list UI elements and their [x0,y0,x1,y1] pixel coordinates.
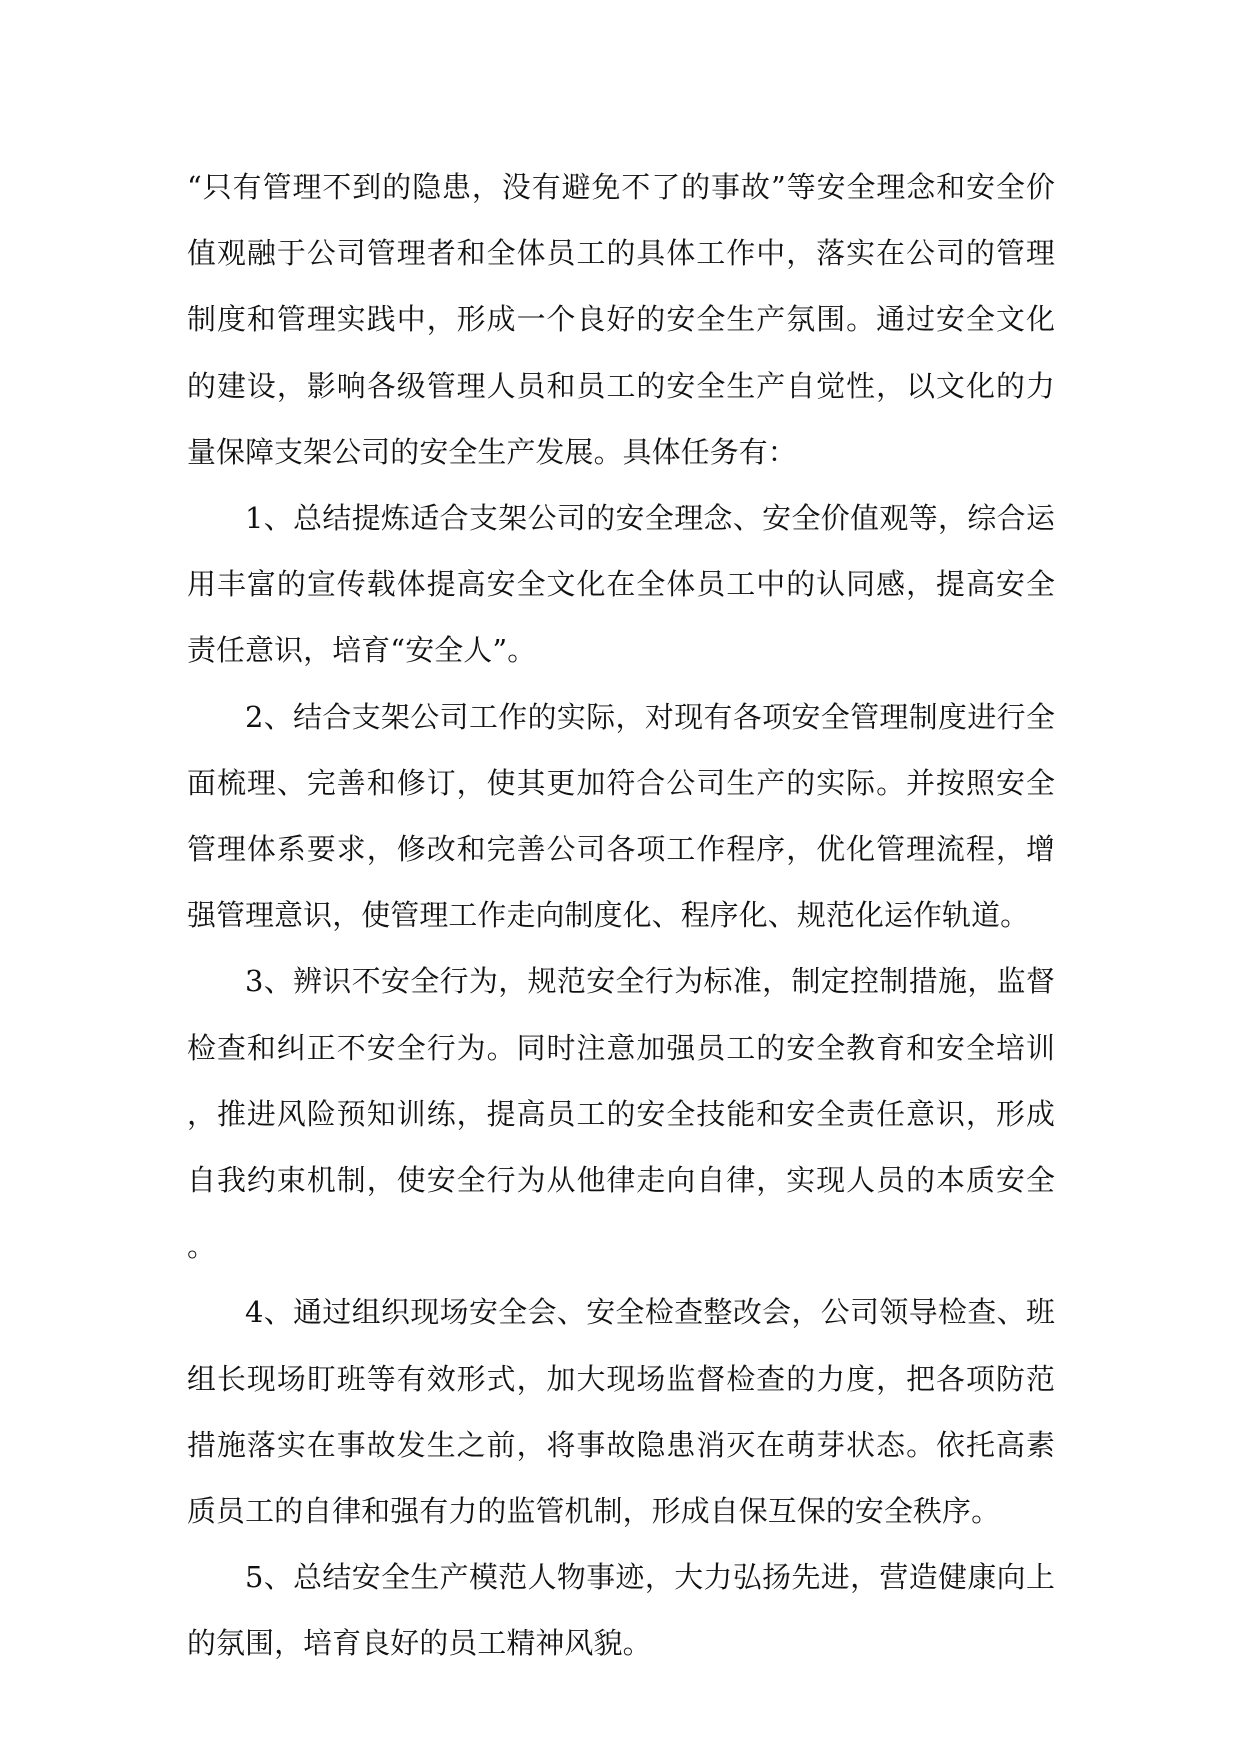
paragraph-item-5: 5、总结安全生产模范人物事迹，大力弘扬先进，营造健康向上的氛围，培育良好的员工精神风貌。 [187,1560,1055,1661]
paragraph-item-4: 4、通过组织现场安全会、安全检查整改会，公司领导检查、班组长现场盯班等有效形式，加大现场监督检查的力度，把各项防范措施落实在事故发生之前，将事故隐患消灭在萌芽状态。依托高素质员工的自律和强有力的监管机制，形成自保互保的安全秩序。 [187,1295,1055,1529]
document-body [187,154,1055,1677]
paragraph-item-1: 1、总结提炼适合支架公司的安全理念、安全价值观等，综合运用丰富的宣传载体提高安全文化在全体员工中的认同感，提高安全责任意识，培育“安全人”。 [187,501,1055,668]
paragraph-item-2: 2、结合支架公司工作的实际，对现有各项安全管理制度进行全面梳理、完善和修订，使其更加符合公司生产的实际。并按照安全管理体系要求，修改和完善公司各项工作程序，优化管理流程，增强管理意识，使管理工作走向制度化、程序化、规范化运作轨道。 [187,699,1055,933]
paragraph-item-3: 3、辨识不安全行为，规范安全行为标准，制定控制措施，监督检查和纠正不安全行为。同时注意加强员工的安全教育和安全培训，推进风险预知训练，提高员工的安全技能和安全责任意识，形成自我约束机制，使安全行为从他律走向自律，实现人员的本质安全。 [187,964,1055,1264]
paragraph-intro: “只有管理不到的隐患，没有避免不了的事故”等安全理念和安全价值观融于公司管理者和全体员工的具体工作中，落实在公司的管理制度和管理实践中，形成一个良好的安全生产氛围。通过安全文化的建设，影响各级管理人员和员工的安全生产自觉性，以文化的力量保障支架公司的安全生产发展。具体任务有： [187,170,1055,469]
